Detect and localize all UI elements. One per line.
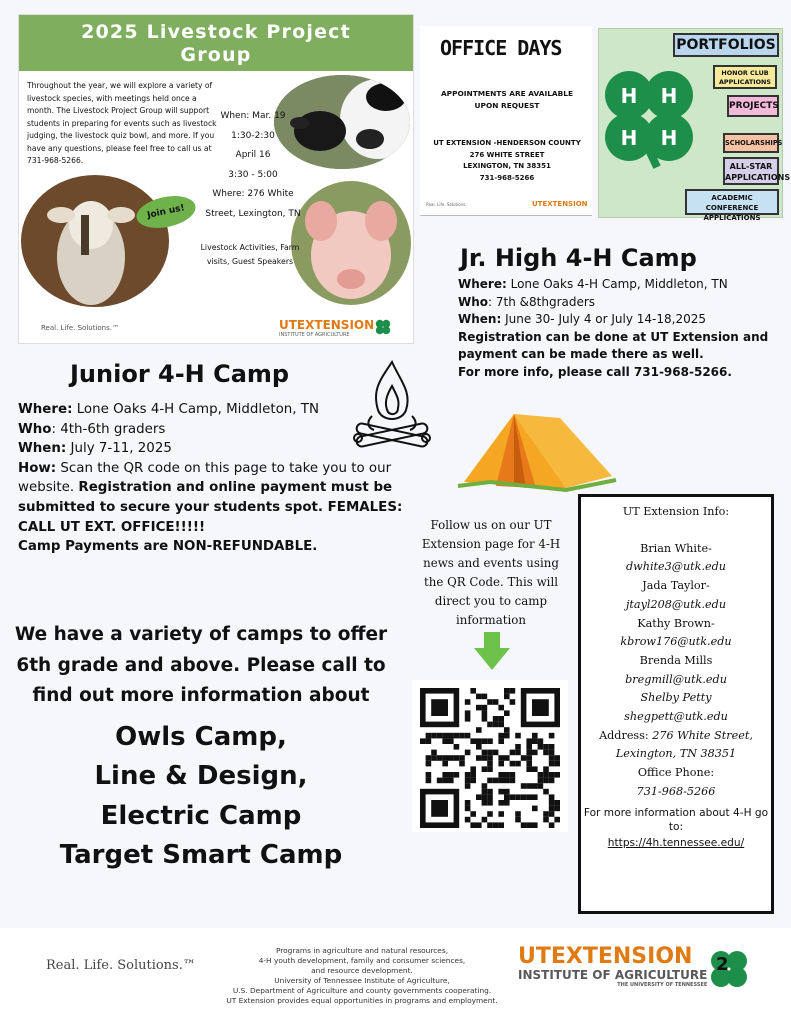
livestock-banner <box>19 15 413 71</box>
camp-item: Line & Design, <box>94 761 308 791</box>
variety-intro: We have a variety of camps to offer 6th grade and above. Please call to find out more information about <box>14 624 388 706</box>
join-us-bubble: Join us! <box>134 191 199 233</box>
jr-who <box>458 294 780 312</box>
legal-line: Programs in agriculture and natural resources, <box>275 946 449 955</box>
livestock-description: Throughout the year, we will explore a variety of livestock species, with meetings held once a month. The Livestock Project Group will support students in preparing for events such as livestock judging, the livestock quiz bowl, and more. If you have any questions, please feel free to call us at 731-968-5266. <box>27 81 217 165</box>
jn-how-value: Scan the QR code on this page to take you to our website. <box>18 460 392 496</box>
jn-refund: Camp Payments are NON-REFUNDABLE. <box>18 539 318 555</box>
legal-line: University of Tennessee Institute of Agriculture, <box>274 976 450 985</box>
jr-who-value: : 7th &8thgraders <box>488 294 596 309</box>
variety-section <box>14 620 388 876</box>
camp-item: Owls Camp, <box>115 721 287 752</box>
appointments-text: APPOINTMENTS ARE AVAILABLE UPON REQUEST <box>440 89 574 110</box>
footer-clover <box>708 948 750 994</box>
livestock-footer-slogan: Real. Life. Solutions.™ <box>41 324 119 332</box>
four-h-clover-icon <box>601 65 697 169</box>
contact-name: Brian White- <box>640 541 712 555</box>
four-h-link[interactable]: https://4h.tennessee.edu/ <box>607 836 745 849</box>
address-label: Address: <box>599 728 649 742</box>
ut-extension-logo <box>518 946 707 988</box>
svg-text:H: H <box>620 84 638 108</box>
legal-line: and resource development. <box>311 966 413 975</box>
contact-email: bregmill@utk.edu <box>625 672 727 686</box>
qr-code-graphic <box>412 680 568 832</box>
camp-item: Target Smart Camp <box>59 840 343 870</box>
jr-when-value: June 30- July 4 or July 14-18,2025 <box>501 312 706 326</box>
junior-camp-section <box>18 360 426 557</box>
jn-how-bold: Registration and online payment must be submitted to secure your students spot. FEMALES: CALL UT EXT. OFFICE!!!!! <box>18 480 403 535</box>
legal-line: U.S. Department of Agriculture and county governments cooperating. <box>232 986 492 995</box>
tent-icon <box>456 410 620 496</box>
arrow-down-icon <box>474 632 510 670</box>
contact-email: dwhite3@utk.edu <box>626 560 726 574</box>
jr-when-label: When: <box>458 312 502 326</box>
livestock-when <box>195 107 311 224</box>
jn-where-label: Where: <box>18 402 73 417</box>
jr-when <box>458 311 780 329</box>
contact-email: jtayl208@utk.edu <box>625 597 727 611</box>
jn-how <box>18 459 426 537</box>
jr-more-info: For more info, please call 731-968-5266. <box>458 364 732 379</box>
qr-code[interactable] <box>412 680 568 832</box>
university-text: THE UNIVERSITY OF TENNESSEE <box>617 982 708 988</box>
livestock-ut-logo <box>279 318 374 338</box>
jr-where-value: Lone Oaks 4-H Camp, Middleton, TN <box>506 277 728 291</box>
contact-name: Shelby Petty <box>640 691 712 705</box>
clover-icon <box>375 319 391 335</box>
contact-name: Brenda Mills <box>639 653 713 667</box>
jr-where <box>458 276 780 294</box>
page-footer <box>0 928 791 1024</box>
legal-line: 4-H youth development, family and consumer sciences, <box>258 956 466 965</box>
goat-photo <box>21 175 169 307</box>
office-days-card <box>420 26 592 216</box>
footer-legal <box>214 946 510 1006</box>
jr-who-label: Who <box>458 294 489 309</box>
info-address <box>581 727 771 746</box>
time-1: 1:30-2:30 <box>231 130 275 141</box>
jn-when-label: When: <box>18 441 67 457</box>
portfolio-item-scholarships: SCHOLARSHIPS <box>723 133 779 153</box>
address-line1: 276 White Street, <box>648 728 753 742</box>
jr-where-label: Where: <box>458 277 507 291</box>
where-line1: Where: 276 White <box>212 189 294 199</box>
livestock-flyer <box>18 14 414 344</box>
variety-camp-list <box>14 718 388 876</box>
portfolio-item-all-star: ALL-STAR APPLICATIONS <box>723 157 779 185</box>
portfolio-item-academic-conference: ACADEMIC CONFERENCE APPLICATIONS <box>685 189 779 215</box>
jr-high-title: Jr. High 4-H Camp <box>460 244 697 272</box>
jn-who-value: : 4th-6th graders <box>51 421 166 437</box>
svg-text:H: H <box>620 126 638 150</box>
office-ut-logo: UTEXTENSION <box>532 200 588 208</box>
more-info-text: For more information about 4-H go to: <box>583 806 769 833</box>
contact-name: Jada Taylor- <box>642 579 710 593</box>
where-line2: Street, Lexington, TN <box>205 208 301 219</box>
jr-registration: Registration can be done at UT Extension and payment can be made there as well. <box>458 329 769 361</box>
ut-extension-info-box <box>578 494 774 914</box>
jn-who-label: Who <box>18 421 52 437</box>
office-address <box>428 138 586 184</box>
jn-where-value: Lone Oaks 4-H Camp, Middleton, TN <box>72 402 319 417</box>
legal-line: UT Extension provides equal opportunities in programs and employment. <box>226 996 498 1005</box>
jr-high-details <box>458 276 780 381</box>
date-april: April 16 <box>235 150 271 160</box>
junior-details <box>18 400 426 557</box>
institute-text: INSTITUTE OF AGRICULTURE <box>518 968 708 982</box>
livestock-activities: Livestock Activities, Farm visits, Guest Speakers <box>200 243 300 266</box>
addr-line3: LEXINGTON, TN 38351 <box>463 162 551 170</box>
phone-value: 731-968-5266 <box>636 784 716 798</box>
addr-line2: 276 WHITE STREET <box>469 150 545 159</box>
livestock-title-line1: 2025 Livestock Project <box>81 21 351 43</box>
portfolio-item-projects: PROJECTS <box>727 95 779 117</box>
svg-text:H: H <box>660 84 678 108</box>
jn-when-value: July 7-11, 2025 <box>66 441 172 457</box>
info-title: UT Extension Info: <box>622 505 730 518</box>
contact-email: kbrow176@utk.edu <box>620 635 732 649</box>
junior-title: Junior 4-H Camp <box>70 360 290 388</box>
ut-sub-text: INSTITUTE OF AGRICULTURE <box>279 332 350 338</box>
portfolios-card <box>598 28 791 222</box>
office-days-title: OFFICE DAYS <box>440 36 562 60</box>
clover-icon <box>708 948 750 990</box>
svg-text:H: H <box>660 126 678 150</box>
address-line2: Lexington, TN 38351 <box>615 747 737 761</box>
when-mar: When: Mar. 19 <box>220 111 286 121</box>
office-footer-slogan: Real. Life. Solutions. <box>426 202 467 207</box>
portfolio-item-honor-club: HONOR CLUB APPLICATIONS <box>713 65 777 89</box>
ut-extension-text: UTEXTENSION <box>279 318 375 332</box>
jn-who <box>18 420 426 440</box>
jn-how-label: How: <box>18 460 57 476</box>
camp-item: Electric Camp <box>100 800 302 831</box>
time-2: 3:30 - 5:00 <box>228 169 278 180</box>
jr-high-camp-section <box>458 244 780 381</box>
jn-when <box>18 439 426 459</box>
follow-us-text: Follow us on our UT Extension page for 4-H news and events using the QR Code. This will direct you to camp information <box>421 518 561 627</box>
page-number: 2 <box>716 954 729 975</box>
livestock-title-line2: Group <box>180 44 252 66</box>
addr-line1: UT EXTENSION -HENDERSON COUNTY <box>433 139 581 147</box>
contact-name: Kathy Brown- <box>637 616 715 630</box>
footer-slogan: Real. Life. Solutions.™ <box>46 958 196 973</box>
addr-line4: 731-968-5266 <box>479 173 535 182</box>
phone-label: Office Phone: <box>637 766 715 780</box>
jn-where <box>18 400 426 420</box>
portfolios-title: PORTFOLIOS <box>673 33 779 57</box>
contact-email: shegpett@utk.edu <box>624 710 728 724</box>
ut-extension-wordmark: UTEXTENSION <box>518 944 693 969</box>
